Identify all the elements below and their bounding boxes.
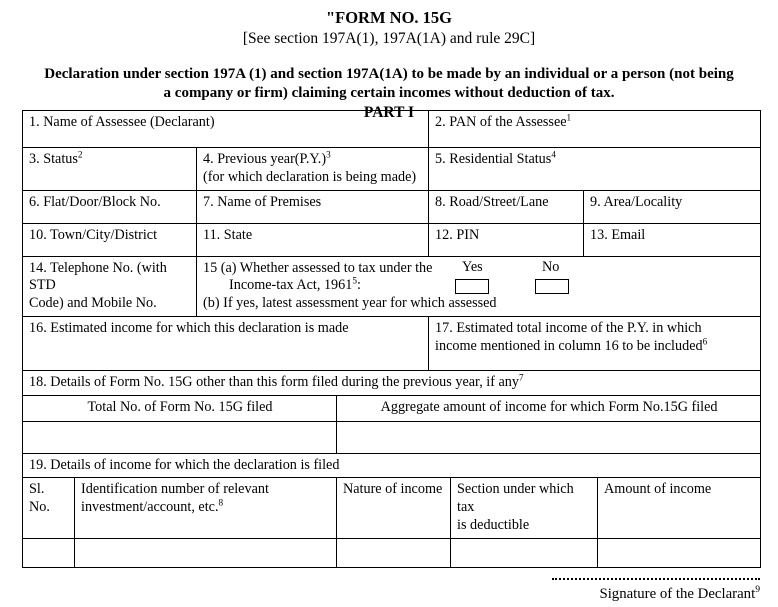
table-row-address-1	[23, 190, 761, 223]
field-flat-door-block[interactable]	[23, 190, 197, 223]
cell-amount-of-income[interactable]	[598, 538, 761, 567]
field-label-14-line1: 14. Telephone No. (with STD	[29, 259, 167, 294]
column-header-sl-no	[23, 478, 75, 538]
field-label-12: 12. PIN	[435, 226, 480, 243]
field-label-6: 6. Flat/Door/Block No.	[29, 193, 161, 210]
signature-line[interactable]	[552, 577, 760, 580]
field-label-1: 1. Name of Assessee (Declarant)	[29, 114, 215, 130]
field-label-5: 5. Residential Status$^4$	[435, 149, 556, 167]
field-label-15b: (b) If yes, latest assessment year for which assessed	[203, 295, 497, 311]
footnote-marker-4: 4	[551, 149, 556, 160]
field-total-forms-value[interactable]	[23, 421, 337, 453]
column-header-sl-no-line2: No.	[29, 499, 50, 515]
field-email[interactable]	[584, 223, 761, 256]
field-label-10: 10. Town/City/District	[29, 226, 158, 243]
footnote-marker-1: 1	[566, 112, 572, 123]
field-state[interactable]	[197, 223, 429, 256]
table-row-other-forms-header	[23, 370, 761, 395]
field-label-16: 16. Estimated income for which this declaration is made	[29, 319, 349, 336]
cell-identification-number[interactable]	[75, 538, 337, 567]
field-status[interactable]	[23, 148, 197, 191]
field-label-14-line2: Code) and Mobile No.	[29, 295, 157, 311]
field-previous-year[interactable]	[197, 148, 429, 191]
field-label-2: 2. PAN of the Assessee$^1$	[435, 112, 572, 130]
table-row-telephone-assessed	[23, 256, 761, 316]
field-name-of-premises[interactable]	[197, 190, 429, 223]
field-label-9: 9. Area/Locality	[590, 193, 683, 210]
field-label-4-sub: (for which declaration is being made)	[203, 168, 417, 185]
field-residential-status[interactable]	[429, 148, 761, 191]
field-label-4: 4. Previous $year(P.Y.)^3$	[203, 149, 331, 167]
field-estimated-total-income[interactable]	[429, 316, 761, 370]
field-name-of-assessee[interactable]	[23, 111, 429, 148]
field-label-15a-line2: Income-tax Act, 1961$^5$:	[229, 275, 361, 294]
field-road-street-lane[interactable]	[429, 190, 584, 223]
field-label-8: 8. Road/Street/Lane	[435, 193, 549, 210]
cell-section-deductible[interactable]	[451, 538, 598, 567]
column-header-section-line2: is deductible	[457, 516, 530, 533]
field-telephone-mobile[interactable]	[23, 256, 197, 316]
column-header-section-line1: Section under which tax	[457, 481, 574, 515]
field-town-city-district[interactable]	[23, 223, 197, 256]
footnote-marker-3: 3	[326, 149, 331, 160]
field-estimated-income[interactable]	[23, 316, 429, 370]
signature-block	[460, 577, 760, 603]
table-row	[23, 538, 761, 567]
field-assessed-to-tax	[197, 256, 761, 316]
table-row-income-details-columns	[23, 478, 761, 538]
field-label-3: 3. Status$^2$	[29, 149, 83, 167]
table-row-status-py-residential	[23, 148, 761, 191]
field-label-18: 18. Details of Form No. 15G other than this form filed during the previous year, if any$^7$	[29, 372, 524, 390]
field-label-13: 13. Email	[590, 226, 646, 243]
yes-label: Yes	[462, 258, 483, 275]
field-other-forms-label	[23, 370, 761, 395]
cell-sl-no[interactable]	[23, 538, 75, 567]
cell-nature-of-income[interactable]	[337, 538, 451, 567]
declaration-statement: Declaration under section 197A (1) and section 197A(1A) to be made by an individual or a person (not being a company or firm) claiming certain incomes without deduction of tax.	[44, 65, 734, 101]
field-aggregate-amount-value[interactable]	[337, 421, 761, 453]
footnote-marker-6: 6	[702, 335, 708, 346]
field-area-locality[interactable]	[584, 190, 761, 223]
footnote-marker-7: 7	[518, 372, 524, 383]
table-row-name-pan	[23, 111, 761, 148]
no-checkbox[interactable]	[535, 279, 569, 294]
footnote-marker-8: 8	[218, 497, 224, 508]
form-part-1-table	[22, 110, 761, 568]
field-label-19: 19. Details of income for which the declaration is filed	[23, 453, 761, 478]
field-label-17-line1: 17. Estimated total income of the P.Y. in which	[435, 319, 702, 336]
footnote-marker-9: 9	[755, 584, 760, 596]
no-label: No	[542, 258, 560, 275]
column-header-nature-of-income: Nature of income	[337, 478, 451, 538]
document-heading	[0, 0, 778, 122]
footnote-marker-5: 5	[352, 275, 357, 286]
table-row-address-2	[23, 223, 761, 256]
field-pin[interactable]	[429, 223, 584, 256]
field-label-11: 11. State	[203, 226, 253, 243]
table-row-estimated-income	[23, 316, 761, 370]
see-section-reference: [See section 197A(1), 197A(1A) and rule 29C]	[242, 30, 536, 48]
field-label-7: 7. Name of Premises	[203, 193, 322, 210]
column-header-amount-of-income: Amount of income	[598, 478, 761, 538]
column-header-identification-number	[75, 478, 337, 538]
part-heading: PART I	[363, 103, 415, 121]
footnote-marker-2: 2	[77, 149, 83, 160]
column-header-total-forms: Total No. of Form No. 15G filed	[23, 395, 337, 421]
table-row-other-forms-data	[23, 421, 761, 453]
column-header-identification-line2: investment/account, etc.$^8$	[81, 497, 224, 515]
field-pan-of-assessee[interactable]	[429, 111, 761, 148]
column-header-section-deductible	[451, 478, 598, 538]
signature-label: Signature of the Declarant$^9$	[599, 584, 760, 602]
field-label-17-line2: income mentioned in column 16 to be included$^6$	[435, 335, 708, 354]
table-row-income-details-header	[23, 453, 761, 478]
table-row-other-forms-columns	[23, 395, 761, 421]
column-header-sl-no-line1: Sl.	[29, 481, 45, 498]
column-header-aggregate-amount: Aggregate amount of income for which Form No.15G filed	[337, 395, 761, 421]
field-label-15a-line1: 15 (a) Whether assessed to tax under the	[203, 259, 433, 276]
column-header-identification-line1: Identification number of relevant	[81, 481, 269, 498]
yes-checkbox[interactable]	[455, 279, 489, 294]
form-number-title: "FORM NO. 15G	[325, 8, 453, 27]
